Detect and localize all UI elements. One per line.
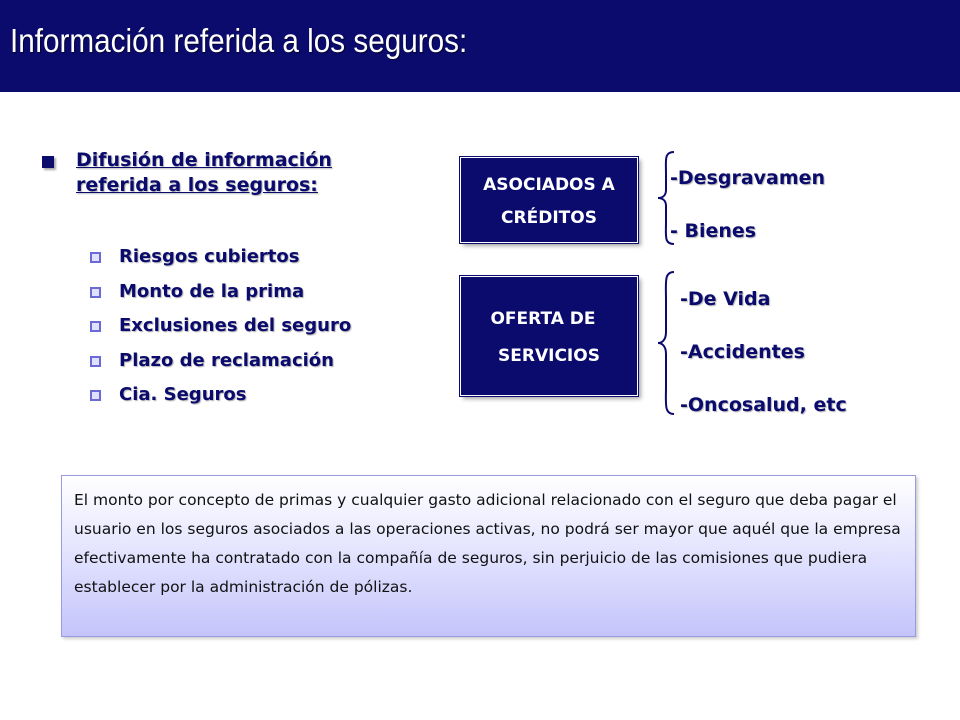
asociados-box-line2: CRÉDITOS [501, 208, 597, 228]
item-accidentes: -Accidentes [680, 341, 805, 363]
hollow-square-bullet-icon [90, 390, 101, 401]
list-item-label: Riesgos cubiertos [119, 246, 300, 267]
oferta-box-line1: OFERTA DE [490, 309, 596, 329]
hollow-square-bullet-icon [90, 356, 101, 367]
left-brace-icon [656, 270, 680, 416]
item-bienes: - Bienes [670, 220, 757, 242]
note-text: El monto por concepto de primas y cualquier gasto adicional relacionado con el seguro que deba pagar el usuario en los seguros asociados a las operaciones activas, no podrá ser mayor que aquél que la empresa efectivamente ha contratado con la compañía de seguros, sin perjuicio de las comisiones que pudiera establecer por la administración de pólizas. [74, 491, 901, 596]
item-desgravamen: -Desgravamen [670, 167, 826, 189]
hollow-square-bullet-icon [90, 252, 101, 263]
item-oncosalud: -Oncosalud, etc [680, 394, 847, 416]
hollow-square-bullet-icon [90, 321, 101, 332]
asociados-box-line1: ASOCIADOS A [483, 175, 615, 195]
slide-title: Información referida a los seguros: [10, 22, 468, 59]
asociados-creditos-box [460, 157, 638, 243]
oferta-servicios-box [460, 276, 638, 396]
square-bullet-icon [42, 156, 54, 168]
oferta-box-line2: SERVICIOS [498, 346, 600, 366]
list-item-label: Exclusiones del seguro [119, 315, 352, 336]
list-item-label: Plazo de reclamación [119, 349, 334, 371]
main-bullet-text: Difusión de información referida a los seguros: [76, 149, 332, 196]
list-item-label: Cia. Seguros [119, 384, 247, 405]
item-de-vida: -De Vida [680, 288, 771, 310]
hollow-square-bullet-icon [90, 287, 101, 298]
title-bar [0, 0, 960, 92]
note-box [61, 475, 916, 637]
list-item-label: Monto de la prima [119, 280, 305, 302]
